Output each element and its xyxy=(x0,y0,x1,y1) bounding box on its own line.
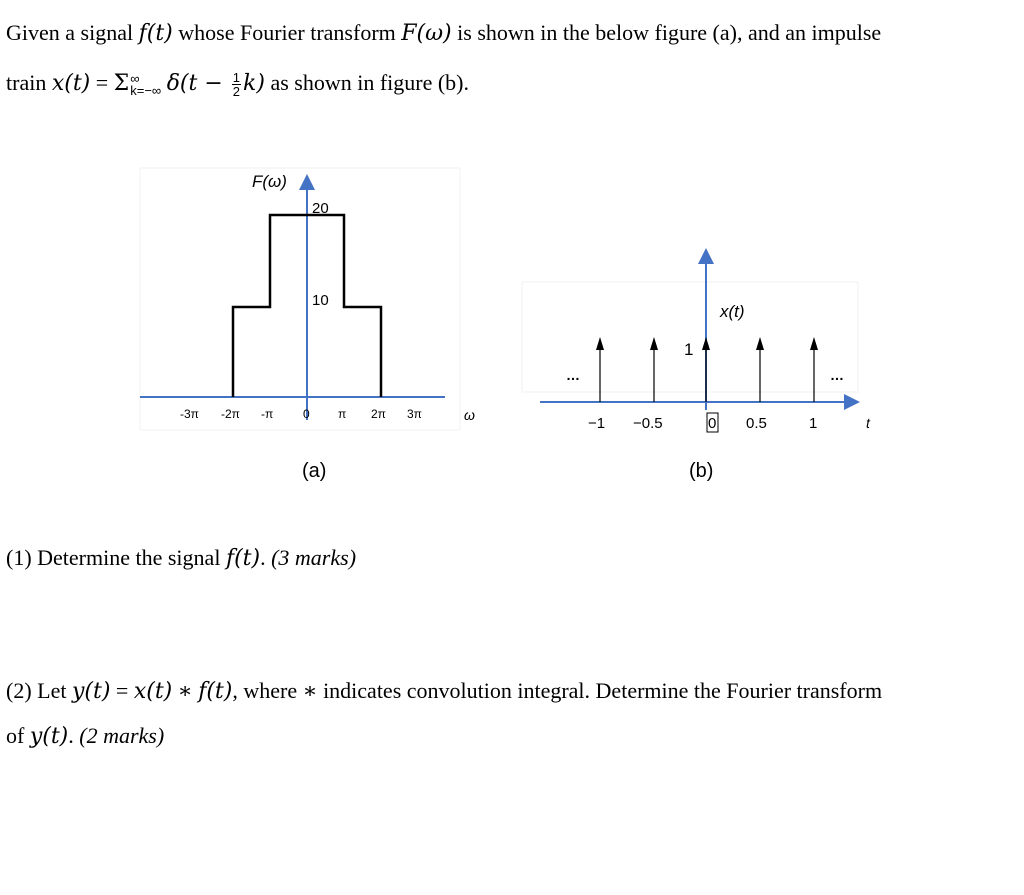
figure-a-ylabel: F(ω) xyxy=(252,172,287,191)
intro-text: Given a signal xyxy=(6,20,139,45)
q1-marks: (3 marks) xyxy=(271,545,357,570)
figure-a-tick: -2π xyxy=(221,407,240,421)
q1-dot: . xyxy=(260,545,272,570)
q1-text: (1) Determine the signal xyxy=(6,545,226,570)
f-t-symbol: f(t) xyxy=(198,679,233,704)
q2-text: (2) Let xyxy=(6,678,72,703)
F-omega-symbol: F(ω) xyxy=(401,21,452,46)
question-1 xyxy=(6,545,356,572)
impulse-weight: 1 xyxy=(684,340,694,359)
figure-b-tick: 0.5 xyxy=(746,415,767,432)
x-t-symbol: x(t) xyxy=(133,679,173,704)
sum-upper: ∞ xyxy=(130,70,140,86)
figure-a-xlabel: ω xyxy=(464,407,475,423)
impulse-arrow xyxy=(596,337,604,350)
impulse-arrow xyxy=(702,337,710,350)
delta-end: k) xyxy=(243,71,265,96)
figure-a-tick: 2π xyxy=(371,407,386,421)
intro-text: as shown in figure (b). xyxy=(264,70,470,95)
figure-a-tick: -π xyxy=(261,407,274,421)
q2-text: of xyxy=(6,723,30,748)
q2-text: indicates convolution integral. Determine the Fourier transform xyxy=(317,678,883,703)
figure-b-tick: 1 xyxy=(809,415,818,432)
figure-a-tick: 0 xyxy=(303,407,310,421)
ellipsis-left: … xyxy=(566,367,580,383)
y-t-symbol: y(t) xyxy=(29,724,69,749)
figure-a xyxy=(140,168,475,482)
impulse-arrow xyxy=(756,337,764,350)
figure-a-tick: π xyxy=(338,407,347,421)
q2-text: , where xyxy=(232,678,303,703)
figure-a-level-20: 20 xyxy=(312,200,329,217)
figure-a-tick: -3π xyxy=(180,407,199,421)
figure-b-tick: −1 xyxy=(588,415,606,432)
sum-symbol: Σ xyxy=(113,71,130,96)
intro-text: is shown in the below figure (a), and an impulse xyxy=(451,20,882,45)
f-t-symbol: f(t) xyxy=(225,546,261,571)
convolution-symbol: ∗ xyxy=(172,678,199,703)
y-t-symbol: y(t) xyxy=(71,679,111,704)
figure-b-xlabel: t xyxy=(866,415,870,431)
q2-marks: (2 marks) xyxy=(79,723,165,748)
delta-expr: δ(t − xyxy=(166,71,230,96)
convolution-symbol: ∗ xyxy=(302,678,318,703)
equals-sign: = xyxy=(110,678,134,703)
figure-a-frame xyxy=(140,168,460,430)
q2-dot: . xyxy=(68,723,80,748)
question-2-line-2 xyxy=(6,723,164,750)
equals-sign: = xyxy=(90,70,114,95)
figure-a-level-10: 10 xyxy=(312,292,329,309)
intro-text: whose Fourier transform xyxy=(172,20,402,45)
impulse-arrow xyxy=(650,337,658,350)
figure-b-tick: −0.5 xyxy=(633,415,663,432)
frac-den: 2 xyxy=(232,84,241,100)
figure-b xyxy=(522,256,871,482)
figure-b-tick: 0 xyxy=(708,415,717,432)
ellipsis-right: … xyxy=(830,367,844,383)
frac-num: 1 xyxy=(232,70,241,86)
intro-text: train xyxy=(6,70,52,95)
impulse-arrow xyxy=(810,337,818,350)
figure-a-caption: (a) xyxy=(302,460,327,482)
sum-lower: k=−∞ xyxy=(130,82,162,98)
figure-a-tick: 3π xyxy=(407,407,422,421)
question-2-line-1 xyxy=(6,678,882,705)
figure-b-caption: (b) xyxy=(689,460,714,482)
f-t-symbol: f(t) xyxy=(138,21,173,46)
x-t-symbol: x(t) xyxy=(51,71,91,96)
figure-b-ylabel: x(t) xyxy=(720,302,745,321)
